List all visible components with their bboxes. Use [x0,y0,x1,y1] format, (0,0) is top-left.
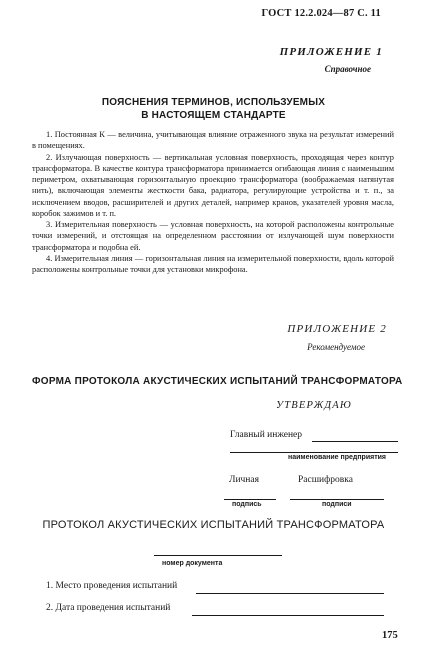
standard-header: ГОСТ 12.2.024—87 С. 11 [261,8,381,19]
signature-decoding-caption: подписи [322,501,352,508]
signature-caption: подпись [232,501,262,508]
test-location-line [196,593,384,594]
terms-body [32,129,394,275]
terms-heading [0,96,427,122]
appendix2-subtitle: Рекомендуемое [307,342,365,352]
decoding-label: Расшифровка [298,475,353,485]
chief-engineer-label: Главный инженер [230,430,303,440]
approve-label: УТВЕРЖДАЮ [276,400,352,411]
term-paragraph-2: 2. Излучающая поверхность — вертикальная условная поверхность, проходящая через контур трансформатора. В качестве контура трансформатора принимается огибающая линия с наименьшим периметром, охватывающая горизонтальную проекцию трансформатора (воображаемая натянутая нить), включающая элементы жесткости бака, радиатора, регулирующие устройства и т. п., за исключением вводов, расширителей и других деталей, например кранов, указателей уровня масла, коробок зажимов и т. п. [32,152,394,218]
signature-decoding-line [290,499,384,500]
chief-engineer-line [312,441,398,442]
term-paragraph-4: 4. Измерительная линия — горизонтальная линия на измерительной поверхности, вдоль которой расположены контрольные точки для установки микрофона. [32,253,394,274]
appendix1-subtitle: Справочное [324,64,371,74]
terms-heading-line1: ПОЯСНЕНИЯ ТЕРМИНОВ, ИСПОЛЬЗУЕМЫХ [101,97,326,108]
test-date-label: 2. Дата проведения испытаний [46,603,171,613]
appendix2-title: ПРИЛОЖЕНИЕ 2 [287,323,387,335]
doc-number-line [154,555,282,556]
term-paragraph-3: 3. Измерительная поверхность — условная поверхность, на которой расположены контрольные точки измерений, и отстоящая на определенном расстоянии от излучающей шум поверхности трансформатора и подобна ей. [32,220,394,252]
test-date-line [192,615,384,616]
personal-label: Личная [229,475,259,485]
term-paragraph-1: 1. Постоянная К — величина, учитывающая влияние отраженного звука на результат измерений в помещениях. [32,130,394,151]
test-location-label: 1. Место проведения испытаний [46,581,178,591]
signature-line [224,499,276,500]
page-number: 175 [382,630,398,641]
appendix1-title: ПРИЛОЖЕНИЕ 1 [279,46,383,58]
organization-caption: наименование предприятия [288,454,387,461]
organization-line [230,452,398,453]
terms-heading-line2: В НАСТОЯЩЕМ СТАНДАРТЕ [141,110,286,121]
doc-number-caption: номер документа [162,560,223,567]
form-title: ФОРМА ПРОТОКОЛА АКУСТИЧЕСКИХ ИСПЫТАНИЙ ТРАНСФОРМАТОРА [32,376,403,387]
protocol-title: ПРОТОКОЛ АКУСТИЧЕСКИХ ИСПЫТАНИЙ ТРАНСФОРМАТОРА [42,519,385,531]
